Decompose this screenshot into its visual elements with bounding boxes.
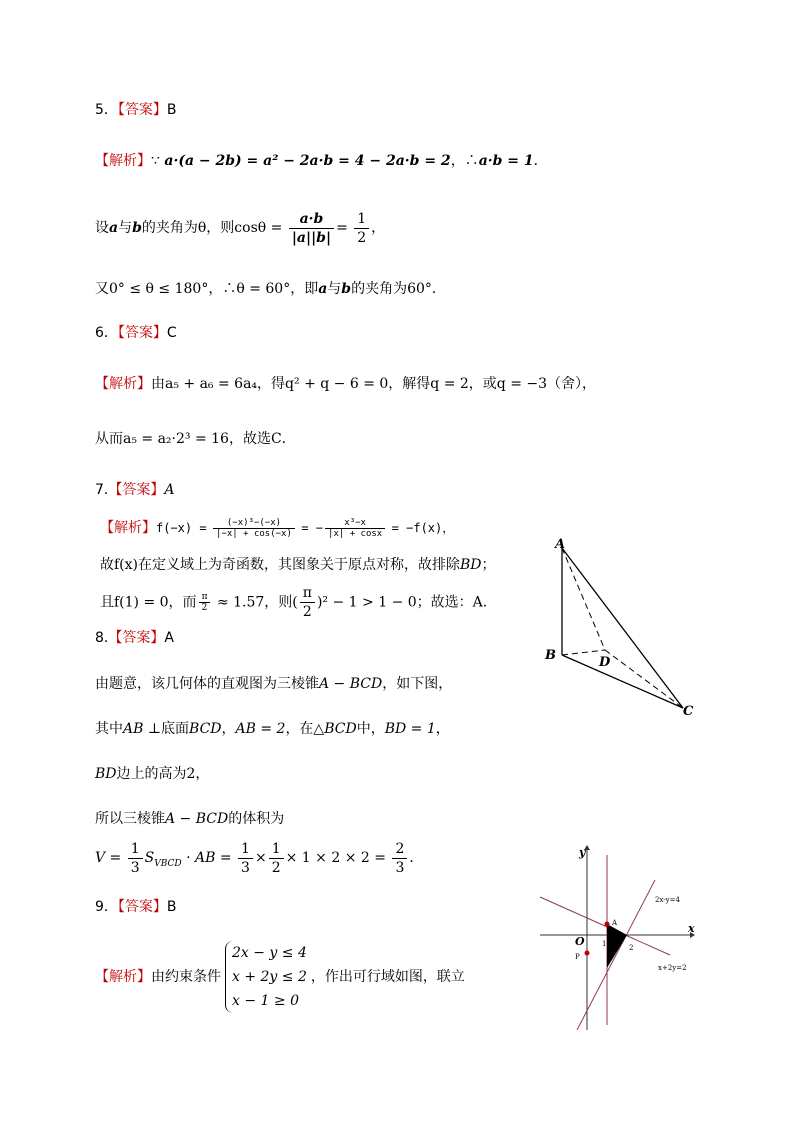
q8-line-4 [95,809,284,829]
origin-label: O [575,935,585,948]
q8-vol-rest: × 1 × 2 × 2 = [285,850,386,866]
q7-number: 7. [95,482,109,498]
q8-line4-pre: 所以三棱锥 [95,811,165,827]
vertex-label-b: B [545,648,556,663]
q8-line2-b: AB ⊥ [123,721,162,737]
y-axis-label: y [579,846,586,859]
q7-eq-neg: = − [301,521,324,535]
q7-fraction-2-num: x³−x [325,518,385,529]
q8-line-1 [95,674,452,694]
q5-because: ∵ [151,153,160,169]
q7-line3-pre: 且f(1) = 0，而 [100,594,197,611]
q5-line3-with: 与 [327,281,342,297]
q8-vol-ab: · AB = [186,850,232,866]
feasible-region [607,924,627,968]
q8-line4-var: A − BCD [165,811,229,827]
q5-half-den: 2 [357,229,367,246]
q8-vol-sub: VBCD [154,858,182,869]
q7-answer: A [164,482,175,498]
point-p [585,951,590,956]
q8-vol-end: ． [409,850,424,866]
q6-jiexi-tag: 【解析】 [95,376,151,392]
q8-vol-frac-1-num: 1 [128,840,143,859]
q8-vol-frac-2-num: 1 [238,840,253,859]
q9-constraint-2: x + 2y ≤ 2 [232,969,307,985]
q5-line2-vec-b: b [132,220,142,236]
q5-line2-end: ， [371,220,386,236]
q8-vol-frac-4-den: 3 [395,859,405,876]
q8-line3-text: 边上的高为2， [116,766,210,782]
q8-line2-k: ， [435,721,450,737]
q5-cos-fraction [289,210,334,247]
q7-fraction-2 [325,518,385,539]
q8-line1-end: ，如下图， [382,676,453,692]
q8-vol-frac-3-num: 1 [269,840,284,859]
edge-ad [562,548,605,650]
q7-line2: 故f(x)在定义域上为奇函数，其图象关于原点对称，故排除 [100,557,460,573]
q7-fraction-1-den: |−x| + cos(−x) [216,528,292,539]
q7-jiexi-tag: 【解析】 [100,520,156,536]
q7-fraction-2-den: |x| + cosx [328,528,383,539]
q8-answer-tag: 【答案】 [108,630,165,646]
q8-vol-frac-4 [392,840,407,877]
q5-cos-fraction-den: |a||b| [291,229,332,246]
q9-pre: 由约束条件 [151,969,221,985]
q5-therefore: ，∴ [450,153,479,169]
q8-line1: 由题意，该几何体的直观图为三棱锥 [95,676,319,692]
tick-1-label: 1 [602,940,607,948]
q7-solution-line-3 [100,584,487,621]
q8-vol-frac-1 [128,840,143,877]
q7-big-pi-den: 2 [302,604,312,620]
edge-ac [562,548,683,708]
line-b-label: x+2y=2 [658,964,687,972]
q5-half-fraction [354,210,369,247]
q7-solution-line-1 [100,514,454,542]
q6-answer: C [166,325,177,341]
q7-pi-den: 2 [201,603,208,613]
feasible-region-graph [535,840,700,1035]
q7-big-pi-num: π [300,584,315,603]
point-a-label: A [612,919,618,927]
q5-line3-prefix: 又0° ≤ θ ≤ 180°，∴θ = 60°，即 [95,281,319,297]
q8-line3-var: BD [95,766,117,782]
q8-vol-x1: × [254,850,267,866]
q9-constraint-1: 2x − y ≤ 4 [232,945,307,961]
point-p-label: P [575,953,580,961]
q8-line2-i: 中， [356,721,385,737]
q7-heading [95,480,174,500]
q8-line-3 [95,764,209,784]
q5-expression: a·(a − 2b) = a² − 2a·b = 4 − 2a·b = 2 [164,153,451,169]
tick-2-label: 2 [629,944,634,952]
q8-answer: A [164,630,174,646]
q5-solution-line-2 [95,208,385,248]
vertex-label-c: C [683,704,694,719]
line-a-label: 2x-y=4 [655,896,680,904]
q5-line3-vec-b: b [341,281,352,297]
q8-volume-formula [95,838,423,884]
q5-line2-prefix: 设 [95,220,109,236]
q8-vol-v: V = [95,850,122,866]
q7-line3-tail: )² − 1 > 1 − 0；故选：A. [316,594,488,611]
q8-line2-g: ，在△ [285,721,325,737]
q7-fraction-1-num: (−x)³−(−x) [213,518,295,529]
pyramid-figure [535,530,705,725]
q5-result: a·b = 1 [478,153,534,169]
q9-jiexi-tag: 【解析】 [95,969,151,985]
q9-constraint-system [225,941,307,1013]
q7-big-pi-fraction [300,584,315,621]
q7-f-left: f(−x) = [156,521,207,535]
q5-heading [95,100,177,120]
q9-solution-line [95,937,465,1017]
q8-vol-frac-2 [238,840,253,877]
q8-line2-j: BD = 1 [384,721,436,737]
q6-answer-tag: 【答案】 [117,325,167,341]
q9-constraint-3: x − 1 ≥ 0 [232,993,299,1009]
q8-line4-end: 的体积为 [228,811,285,827]
q7-answer-tag: 【答案】 [108,482,165,498]
q8-line2-d: BCD [189,721,222,737]
q7-line2-bd: BD [460,557,482,573]
x-axis-label: x [688,922,695,935]
q9-heading [95,897,177,917]
q8-line2-e: ， [221,721,236,737]
q7-line2-end: ； [481,557,496,573]
q8-number: 8. [95,630,109,646]
q7-line3-mid: ≈ 1.57，则( [216,594,298,611]
q7-solution-line-2 [100,555,496,575]
q6-heading [95,323,177,343]
q7-pi-num: π [199,592,211,603]
q5-line2-vec-a: a [109,220,119,236]
q5-answer: B [166,102,177,118]
q8-line2-c: 底面 [161,721,190,737]
q8-vol-frac-3-den: 2 [271,859,281,876]
q5-line2-with: 与 [118,220,133,236]
q5-cos-fraction-num: a·b [289,210,334,229]
q6-solution-line-2 [95,429,296,449]
q9-post: ，作出可行域如图，联立 [310,969,465,985]
q5-line3-vec-a: a [318,281,328,297]
q8-vol-frac-3 [269,840,284,877]
vertex-label-d: D [599,655,611,670]
q5-line3-end: 的夹角为60°． [351,281,446,297]
q5-answer-tag: 【答案】 [117,102,167,118]
q8-line2-a: 其中 [95,721,123,737]
q5-jiexi-tag: 【解析】 [95,153,151,169]
q5-half-num: 1 [354,210,369,229]
q5-solution-line-3 [95,279,446,299]
q5-line2-eq: = [336,220,348,236]
vertex-label-a: A [555,537,566,552]
q8-vol-frac-1-den: 3 [130,859,140,876]
point-a [605,922,610,927]
line-2x-minus-y-4 [577,880,655,1030]
q6-solution-line-1 [95,374,596,394]
q6-line1: 由a₅ + a₆ = 6a₄，得q² + q − 6 = 0，解得q = 2，或q = −3（舍）， [151,376,597,392]
q8-vol-frac-2-den: 3 [241,859,250,876]
q6-line2: 从而a₅ = a₂·2³ = 16，故选C． [95,431,296,447]
q7-f-right: = −f(x)， [391,521,455,535]
q5-line2-mid: 的夹角为θ，则cosθ = [141,220,283,236]
q9-number: 9． [95,899,118,915]
q5-solution-line-1 [95,151,548,171]
q8-heading [95,628,174,648]
q8-vol-s: S [144,850,155,866]
q8-line2-h: BCD [324,721,357,737]
q6-number: 6． [95,325,118,341]
q8-line1-var: A − BCD [319,676,383,692]
q8-vol-frac-4-num: 2 [392,840,407,859]
q7-pi-fraction [199,592,211,613]
q8-line-2 [95,719,450,739]
q5-number: 5． [95,102,118,118]
q8-line2-f: AB = 2 [235,721,286,737]
q5-line1-end: ． [533,153,548,169]
q9-answer-tag: 【答案】 [117,899,167,915]
q7-fraction-1 [213,518,295,539]
q9-answer: B [166,899,177,915]
